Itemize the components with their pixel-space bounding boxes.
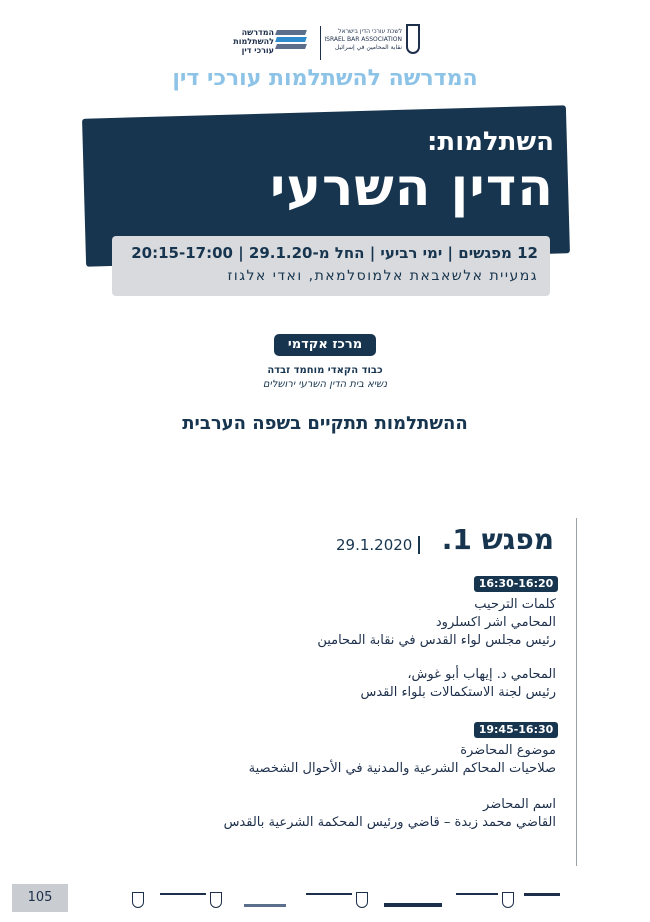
session-title: מפגש 1. (441, 523, 554, 556)
presenter-name: כבוד הקאדי מוחמד זבדה (267, 365, 383, 376)
school-logo (232, 22, 312, 62)
language-note: ההשתלמות תתקיים בשפה הערבית (182, 413, 468, 434)
page-number: 105 (12, 884, 68, 912)
school-logo-icon (276, 30, 306, 56)
sponsor-logo-icon (240, 890, 290, 910)
agenda-line: صلاحيات المحاكم الشرعية والمدنية في الأحوال الشخصية (248, 761, 556, 776)
agenda-line: رئيس مجلس لواء القدس في نقابة المحامين (317, 633, 556, 648)
course-schedule: 12 מפגשים | ימי רביעי | החל מ-29.1.20 | 20:15-17:00 (131, 244, 538, 262)
bar-logo-line3: نقابة المحامين في إسرائيل (335, 44, 402, 51)
school-title: המדרשה להשתלמות עורכי דין (172, 66, 478, 91)
school-logo-text: המדרשה להשתלמות עורכי דין (233, 28, 274, 55)
agenda-line: المحامي اشر اكسلرود (435, 615, 556, 630)
time-slot-badge: 16:30-16:20 (474, 576, 558, 592)
session-separator (418, 536, 420, 554)
sponsor-logo-icon (92, 890, 148, 910)
time-slot-badge: 19:45-16:30 (474, 722, 558, 738)
bar-logo-line2: ISRAEL BAR ASSOCIATION (324, 36, 402, 43)
agenda-line: موضوع المحاضرة (460, 743, 556, 758)
course-info-box (112, 236, 550, 296)
sponsor-logo-icon (456, 890, 516, 910)
bar-logo-text (324, 28, 402, 52)
sponsor-logo-icon (524, 890, 562, 910)
presenter-role: נשיא בית הדין השרעי ירושלים (262, 379, 388, 390)
agenda-line: القاضي محمد زبدة – قاضي ورئيس المحكمة الشرعية بالقدس (223, 815, 556, 830)
agenda-block (116, 596, 556, 650)
session-date: 29.1.2020 (336, 536, 413, 554)
logo-divider (320, 26, 321, 60)
sponsor-logo-icon (160, 890, 224, 910)
header-logos (232, 22, 422, 64)
sponsor-logo-icon (306, 890, 370, 910)
bar-logo-line1: לשכת עורכי הדין בישראל (338, 28, 402, 35)
agenda-block (116, 742, 556, 778)
bar-association-logo (326, 22, 422, 62)
sponsor-logo-icon (384, 890, 444, 910)
agenda-line: اسم المحاضر (483, 797, 556, 812)
agenda-line: كلمات الترحيب (474, 597, 556, 612)
course-subtitle: השתלמות: (427, 127, 554, 157)
footer-logos (92, 886, 562, 914)
agenda-block (116, 796, 556, 832)
agenda-line: المحامي د. إيهاب أبو غوش، (407, 667, 556, 682)
agenda-block (116, 666, 556, 702)
bar-association-emblem-icon (406, 24, 420, 54)
academic-center-badge: מרכז אקדמי (274, 334, 376, 356)
course-location: גמעיית אלשאבאת אלמוסלמאת, ואדי אלגוז (227, 268, 538, 284)
course-title: הדין השרעי (270, 158, 554, 218)
agenda-line: رئيس لجنة الاستكمالات بلواء القدس (360, 685, 556, 700)
timeline-line (576, 518, 577, 866)
